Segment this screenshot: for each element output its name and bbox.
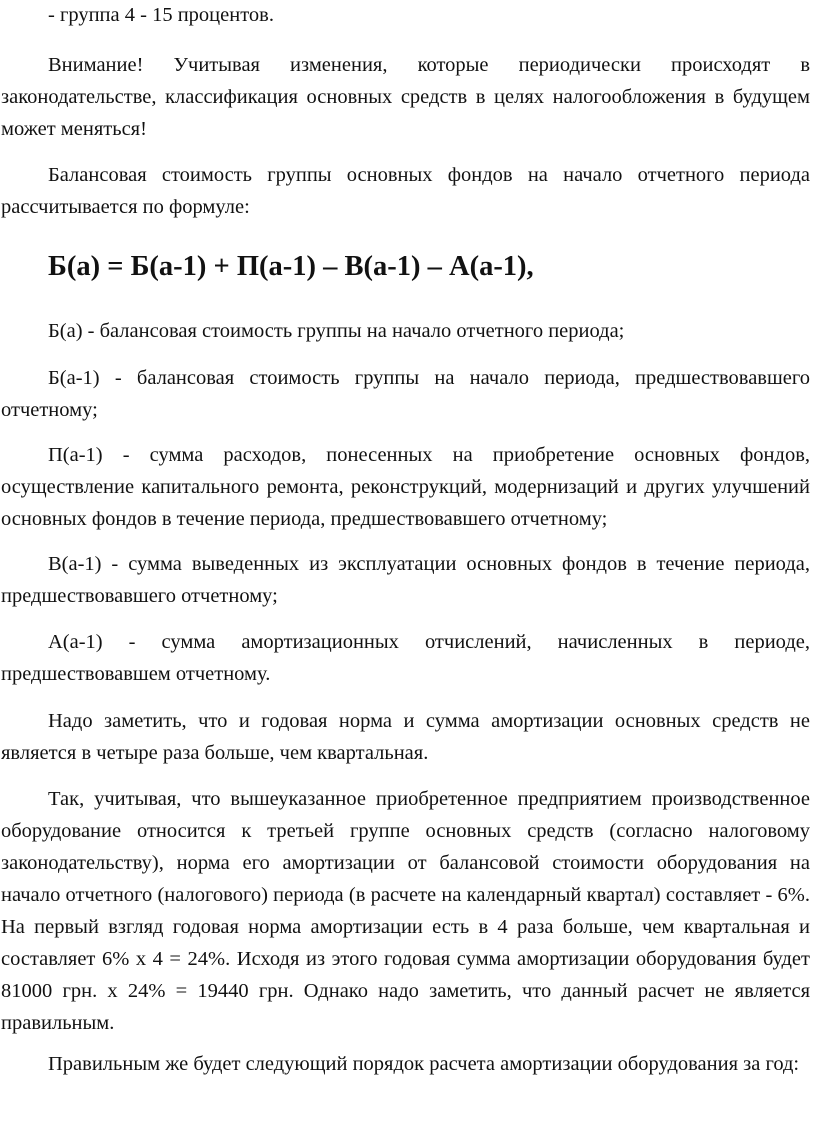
paragraph-example: Так, учитывая, что вышеуказанное приобретенное предприятием производственное оборудование относится к третьей группе основных средств (согласно налоговому законодательству), норма его амортизации от балансовой стоимости оборудования на начало отчетного (налогового) периода (в расчете на календарный квартал) составляет - 6%. На первый взгляд годовая норма амортизации есть в 4 раза больше, чем квартальная и составляет 6% х 4 = 24%. Исходя из этого годовая сумма амортизации оборудования будет 81000 грн. х 24% = 19440 грн. Однако надо заметить, что данный расчет не является правильным. (1, 788, 810, 1034)
paragraph-correct-order: Правильным же будет следующий порядок расчета амортизации оборудования за год: (48, 1053, 800, 1075)
paragraph-def-v-a-1: В(а-1) - сумма выведенных из эксплуатации основных фондов в течение периода, предшествовавшего отчетному; (1, 553, 810, 607)
paragraph-def-b-a-1: Б(а-1) - балансовая стоимость группы на начало периода, предшествовавшего отчетному; (1, 367, 810, 421)
paragraph-note: Надо заметить, что и годовая норма и сумма амортизации основных средств не является в четыре раза больше, чем квартальная. (1, 710, 810, 764)
paragraph-def-b-a: Б(а) - балансовая стоимость группы на начало отчетного периода; (48, 320, 625, 342)
paragraph-group-4: - группа 4 - 15 процентов. (48, 4, 274, 26)
paragraph-warning: Внимание! Учитывая изменения, которые периодически происходят в законодательстве, классификация основных средств в целях налогообложения в будущем может меняться! (1, 54, 810, 140)
paragraph-def-p-a-1: П(а-1) - сумма расходов, понесенных на приобретение основных фондов, осуществление капитального ремонта, реконструкций, модернизаций и других улучшений основных фондов в течение периода, предшествовавшего отчетному; (1, 444, 810, 530)
paragraph-def-a-a-1: А(а-1) - сумма амортизационных отчислений, начисленных в периоде, предшествовавшем отчетному. (1, 631, 810, 685)
paragraph-balance-intro: Балансовая стоимость группы основных фондов на начало отчетного периода рассчитывается по формуле: (1, 164, 810, 218)
balance-formula: Б(а) = Б(а-1) + П(а-1) – В(а-1) – А(а-1), (48, 251, 534, 282)
